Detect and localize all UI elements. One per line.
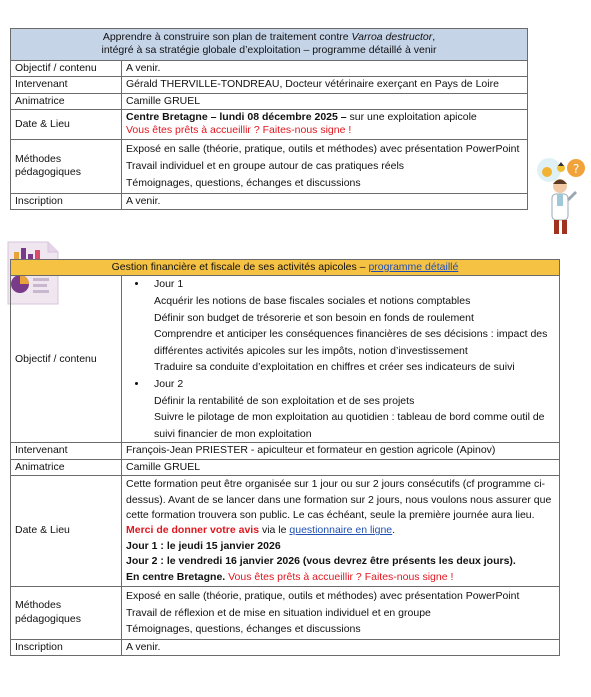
scientist-illustration-icon — [533, 150, 588, 238]
list-item: • Jour 1 — [148, 276, 555, 293]
title-line1-a: Apprendre à construire son plan de traitement contre — [102, 31, 352, 43]
lieu-line — [126, 570, 555, 585]
animatrice-label: Animatrice — [11, 93, 122, 109]
inscription-value: A venir. — [122, 639, 560, 655]
lieu-bold: En centre Bretagne. — [126, 570, 226, 583]
intervenant-label: Intervenant — [11, 443, 122, 459]
formation-title-varroa — [11, 29, 528, 61]
list-item: Traduire sa conduite d’exploitation en chiffres et créer ses indicateurs de suivi — [154, 361, 515, 374]
date-lieu-rest: sur une exploitation apicole — [346, 111, 477, 124]
questionnaire-link[interactable]: questionnaire en ligne — [289, 524, 393, 537]
methodes-line: Témoignages, questions, échanges et discussions — [126, 176, 361, 189]
date-lieu-label: Date & Lieu — [11, 110, 122, 140]
svg-text:?: ? — [573, 162, 580, 176]
list-item: Suivre le pilotage de mon exploitation au quotidien : tableau de bord comme outil de suivi financier de mon exploitation — [154, 411, 545, 440]
objectif-label: Objectif / contenu — [11, 276, 122, 443]
inscription-label: Inscription — [11, 639, 122, 655]
formation-title-gestion — [11, 260, 560, 276]
intervenant-label: Intervenant — [11, 77, 122, 93]
methodes-line: Travail de réflexion et de mise en situation individuel et en groupe — [126, 606, 431, 619]
formation-table-varroa — [10, 28, 528, 210]
date-lieu-value — [122, 110, 528, 140]
date-lieu-bold: Centre Bretagne – lundi 08 décembre 2025 – — [126, 111, 347, 124]
animatrice-value: Camille GRUEL — [122, 459, 560, 475]
jour1-date: Jour 1 : le jeudi 15 janvier 2026 — [126, 539, 281, 552]
title-line1-c: , — [432, 31, 436, 43]
date-lieu-paragraph: Cette formation peut être organisée sur 1 jour ou sur 2 jours consécutifs (cf programme ci-dessus). Avant de se lancer dans une formation sur 2 jours, nous voulons nous assurer que cette formation trouvera son public. Le cas échéant, seule la première journée aura lieu. — [126, 478, 552, 521]
methodes-value — [122, 587, 560, 640]
title-line1-species: Varroa destructor — [351, 31, 433, 43]
list-item: • Jour 2 — [148, 376, 555, 393]
avis-red-text: Merci de donner votre avis — [126, 524, 260, 537]
objectif-value — [122, 276, 560, 443]
lieu-call-to-action: Vous êtes prêts à accueillir ? Faites-nous signe ! — [225, 570, 454, 583]
list-item: Définir la rentabilité de son exploitation et de ses projets — [154, 394, 415, 407]
methodes-label: Méthodes pédagogiques — [11, 139, 122, 193]
methodes-line: Témoignages, questions, échanges et discussions — [126, 623, 361, 635]
date-lieu-call-to-action: Vous êtes prêts à accueillir ? Faites-nous signe ! — [126, 124, 352, 137]
methodes-line: Exposé en salle (théorie, pratique, outils et méthodes) avec présentation PowerPoint — [126, 142, 520, 155]
animatrice-label: Animatrice — [11, 459, 122, 475]
list-item: Acquérir les notions de base fiscales sociales et notions comptables — [154, 295, 471, 307]
methodes-line: Travail individuel et en groupe autour de cas pratiques réels — [126, 159, 405, 172]
animatrice-value: Camille GRUEL — [122, 93, 528, 109]
list-item: Comprendre et anticiper les conséquences financières de ses décisions : impact des différentes activités apicoles sur les impôts, notion d’investissement — [154, 328, 548, 357]
formation-table-gestion — [10, 259, 560, 656]
methodes-line: Exposé en salle (théorie, pratique, outils et méthodes) avec présentation PowerPoint — [126, 590, 520, 602]
date-lieu-value — [122, 476, 560, 587]
objectif-value: A venir. — [122, 60, 528, 76]
programme-detaille-link[interactable]: programme détaillé — [368, 261, 459, 273]
date-lieu-label: Date & Lieu — [11, 476, 122, 587]
methodes-value — [122, 139, 528, 193]
inscription-value: A venir. — [122, 193, 528, 209]
intervenant-value: Gérald THERVILLE-TONDREAU, Docteur vétérinaire exerçant en Pays de Loire — [122, 77, 528, 93]
title-line2: intégré à sa stratégie globale d’exploitation – programme détaillé à venir — [101, 44, 437, 57]
list-item: Définir son budget de trésorerie et son besoin en fonds de roulement — [154, 311, 474, 324]
title-gestion-text: Gestion financière et fiscale de ses activités apicoles – — [111, 261, 369, 273]
objectif-label: Objectif / contenu — [11, 60, 122, 76]
date-lieu-avis — [126, 523, 555, 538]
jour2-date: Jour 2 : le vendredi 16 janvier 2026 (vous devrez être présents les deux jours). — [126, 555, 516, 568]
objectif-list — [126, 276, 555, 442]
avis-mid-text: via le — [259, 524, 290, 537]
avis-end-text: . — [392, 524, 396, 537]
methodes-label: Méthodes pédagogiques — [11, 587, 122, 640]
intervenant-value: François-Jean PRIESTER - apiculteur et formateur en gestion agricole (Apinov) — [122, 443, 560, 459]
inscription-label: Inscription — [11, 193, 122, 209]
